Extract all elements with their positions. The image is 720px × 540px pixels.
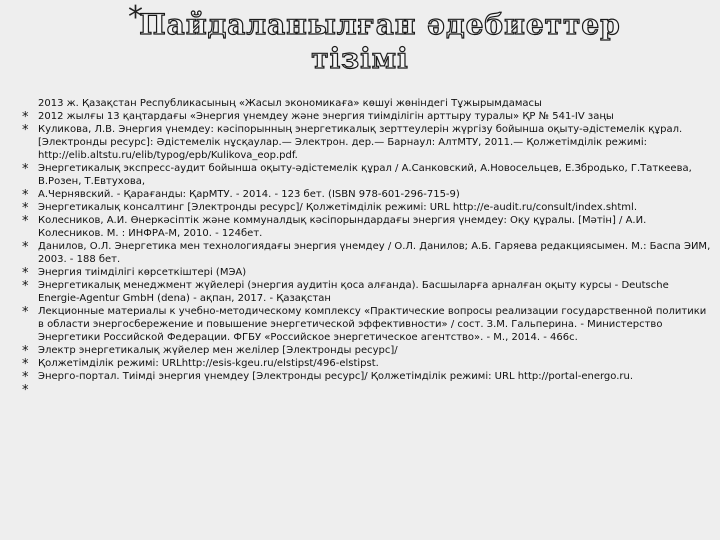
reference-item bbox=[22, 97, 712, 110]
bullet-star: * bbox=[22, 188, 29, 203]
reference-item bbox=[22, 162, 712, 188]
reference-text: Энергетикалық менеджмент жүйелері (энергия аудитін қоса алғанда). Басшыларға арналған оқыту курсы - Deutsche Energie-Agentur GmbH (dena) - ақпан, 2017. - Қазақстан bbox=[38, 280, 672, 304]
bullet-star: * bbox=[22, 305, 29, 320]
reference-text: Куликова, Л.В. Энергия үнемдеу: кәсіпорынның энергетикалық зерттеулерін жүргізу бойынша оқыту-әдістемелік құрал. [Электронды ресурс]: Әдістемелік нұсқаулар.— Электрон. дер.— Барнаул: АлтМТУ, 2011.— Қолжетімділік режимі: http://elib.altstu.ru/elib/typog/epb/Kulikova_eop.pdf. bbox=[38, 124, 686, 161]
reference-item bbox=[22, 214, 712, 240]
reference-item bbox=[22, 123, 712, 162]
reference-text: А.Чернявский. - Қарағанды: ҚарМТУ. - 2014. - 123 бет. (ISBN 978-601-296-715-9) bbox=[38, 189, 460, 200]
reference-item bbox=[22, 370, 712, 383]
bullet-star: * bbox=[22, 279, 29, 294]
title-bullet-star: * bbox=[128, 0, 143, 35]
reference-text: Данилов, О.Л. Энергетика мен технологиядағы энергия үнемдеу / О.Л. Данилов; А.Б. Гаряева редакциясымен. М.: Баспа ЭИМ, 2003. - 188 бет. bbox=[38, 241, 714, 265]
bullet-star: * bbox=[22, 110, 29, 125]
reference-item bbox=[22, 344, 712, 357]
reference-list bbox=[22, 97, 714, 398]
reference-item bbox=[22, 201, 712, 214]
title-line-1: Пайдаланылған әдебиеттер bbox=[139, 8, 621, 41]
title-line-2: тізімі bbox=[311, 42, 409, 75]
reference-item bbox=[22, 305, 712, 344]
reference-text: Энергетикалық консалтинг [Электронды ресурс]/ Қолжетімділік режимі: URL http://e-audit.ru/consult/index.shtml. bbox=[38, 202, 638, 213]
bullet-star: * bbox=[22, 162, 29, 177]
bullet-star: * bbox=[22, 370, 29, 385]
bullet-star: * bbox=[22, 123, 29, 138]
reference-item bbox=[22, 357, 712, 370]
reference-text: Энергия тиімділігі көрсеткіштері (МЭА) bbox=[38, 267, 247, 278]
reference-item bbox=[22, 188, 712, 201]
reference-text: Лекционные материалы к учебно-методическому комплексу «Практические вопросы реализации государственной политики в области энергосбережение и повышение энергетической эффективности» / сост. З.М. Гальперина. - Министерство Энергетики Российской Федерации. ФГБУ «Российское энергетическое агентство». - М., 2014. - 466с. bbox=[38, 306, 710, 343]
bullet-star: * bbox=[22, 357, 29, 372]
reference-text: 2012 жылғы 13 қаңтардағы «Энергия үнемдеу және энергия тиімділігін арттыру туралы» ҚР № 541-IV заңы bbox=[38, 111, 614, 122]
reference-item bbox=[22, 279, 712, 305]
reference-text: Энергетикалық экспресс-аудит бойынша оқыту-әдістемелік құрал / А.Санковский, А.Новосельцев, Е.Збродько, Г.Таткеева, В.Розен, Т.Евтухова, bbox=[38, 163, 695, 187]
reference-text: Колесников, А.И. Өнеркәсіптік және коммуналдық кәсіпорындардағы энергия үнемдеу: Оқу құралы. [Мәтін] / А.И. Колесников. М. : ИНФРА-М, 2010. - 124бет. bbox=[38, 215, 650, 239]
reference-item bbox=[22, 266, 712, 279]
bullet-star: * bbox=[22, 201, 29, 216]
reference-text: Электр энергетикалық жүйелер мен желілер [Электронды ресурс]/ bbox=[38, 345, 398, 356]
reference-text: Қолжетімділік режимі: URLhttp://esis-kgeu.ru/elstipst/496-elstipst. bbox=[38, 358, 379, 369]
bullet-star: * bbox=[22, 266, 29, 281]
bullet-star: * bbox=[22, 344, 29, 359]
slide-title bbox=[0, 2, 720, 76]
bullet-star: * bbox=[22, 383, 29, 398]
bullet-star: * bbox=[22, 240, 29, 255]
reference-item bbox=[22, 240, 712, 266]
bullet-star: * bbox=[22, 214, 29, 229]
reference-item bbox=[22, 110, 712, 123]
reference-text: 2013 ж. Қазақстан Республикасының «Жасыл экономикаға» көшуі жөніндегі Тұжырымдамасы bbox=[38, 98, 542, 109]
reference-text: Энерго-портал. Тиімді энергия үнемдеу [Электронды ресурс]/ Қолжетімділік режимі: URL http://portal-energo.ru. bbox=[38, 371, 634, 382]
